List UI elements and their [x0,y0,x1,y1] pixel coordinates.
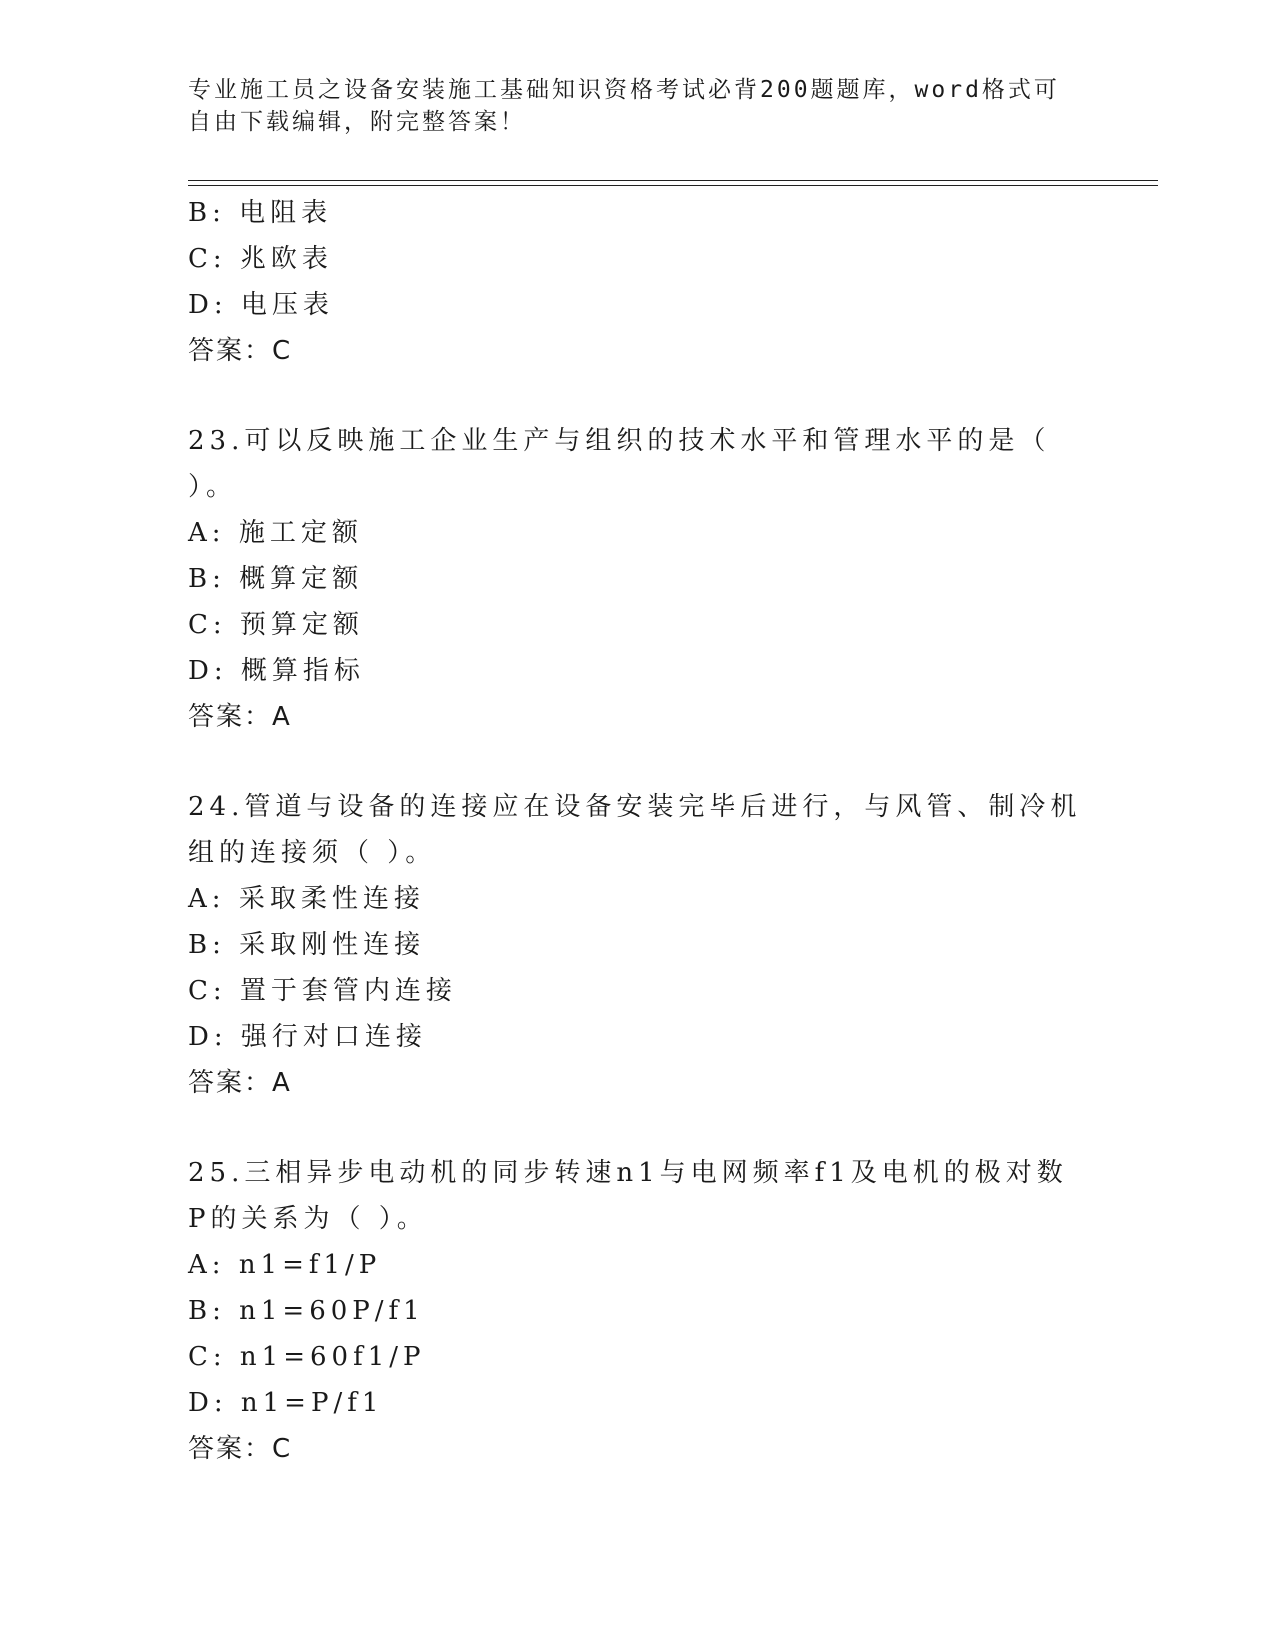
header-divider [188,180,1158,186]
option-label: D: [188,1022,228,1052]
option-label: B: [188,564,226,594]
option-c [188,968,1088,1014]
option-text: 采取柔性连接 [238,884,425,914]
option-c [188,236,1088,282]
option-label: C: [188,1342,227,1372]
option-d [188,282,1088,328]
option-label: C: [188,244,227,274]
option-text: 兆欧表 [239,244,333,274]
option-text: 电阻表 [239,198,333,228]
question-25 [188,1150,1088,1472]
option-label: D: [188,290,228,320]
option-text: 电压表 [240,290,334,320]
option-label: A: [188,518,226,548]
option-c [188,1334,1088,1380]
option-b [188,190,1088,236]
option-a [188,510,1088,556]
question-23 [188,418,1088,740]
option-label: D: [188,1388,228,1418]
option-d [188,1014,1088,1060]
previous-question-tail [188,190,1088,374]
answer-line: 答案：A [188,702,292,732]
option-text: 施工定额 [238,518,363,548]
option-d [188,648,1088,694]
option-b [188,1288,1088,1334]
option-b [188,556,1088,602]
option-label: B: [188,930,226,960]
option-text: n1=P/f1 [240,1388,384,1418]
question-stem: 23.可以反映施工企业生产与组织的技术水平和管理水平的是（ ）。 [188,426,1051,502]
option-text: 概算定额 [239,564,364,594]
option-label: C: [188,610,227,640]
option-label: B: [188,1296,226,1326]
option-a [188,876,1088,922]
option-label: A: [188,1250,226,1280]
option-text: 置于套管内连接 [239,976,457,1006]
option-a [188,1242,1088,1288]
answer-line: 答案：C [188,1434,293,1464]
question-list [188,190,1088,1472]
page-header [188,74,1068,138]
question-stem: 24.管道与设备的连接应在设备安装完毕后进行，与风管、制冷机组的连接须（ ）。 [188,792,1082,868]
option-text: 强行对口连接 [240,1022,427,1052]
option-label: D: [188,656,228,686]
option-d [188,1380,1088,1426]
option-label: B: [188,198,226,228]
question-stem: 25.三相异步电动机的同步转速n1与电网频率f1及电机的极对数P的关系为（ ）。 [188,1158,1068,1234]
answer-line: 答案：A [188,1068,292,1098]
option-label: A: [188,884,226,914]
option-b [188,922,1088,968]
document-title: 专业施工员之设备安装施工基础知识资格考试必背200题题库，word格式可自由下载编辑，附完整答案！ [188,77,1060,135]
question-24 [188,784,1088,1106]
option-text: n1=60P/f1 [239,1296,425,1326]
option-text: 采取刚性连接 [239,930,426,960]
answer-line: 答案：C [188,336,293,366]
option-text: 概算指标 [240,656,365,686]
option-text: n1=60f1/P [239,1342,426,1372]
option-text: 预算定额 [239,610,364,640]
option-c [188,602,1088,648]
option-label: C: [188,976,227,1006]
option-text: n1=f1/P [238,1250,382,1280]
